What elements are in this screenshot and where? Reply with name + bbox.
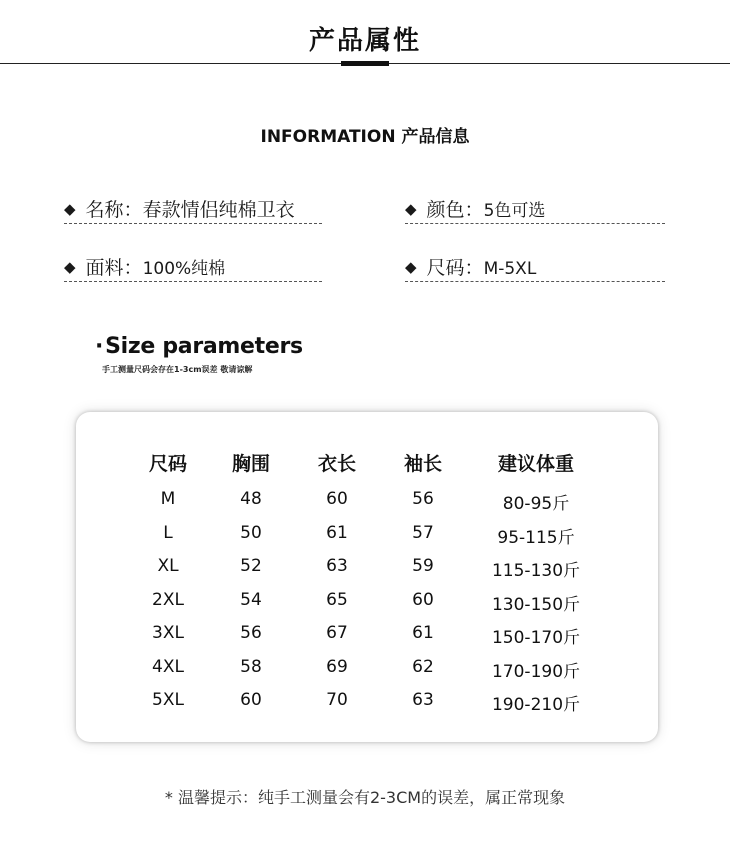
cell-weight: 150-170斤 [491, 628, 581, 648]
diamond-bullet-icon: ◆ [64, 258, 76, 276]
footnote: * 温馨提示：纯手工测量会有2-3CM的误差，属正常现象 [164, 788, 566, 807]
cell-chest: 60 [240, 690, 262, 710]
cell-length: 61 [326, 523, 348, 543]
cell-weight: 190-210斤 [491, 695, 581, 715]
attr-color-value: 5色可选 [483, 201, 546, 221]
cell-sleeve: 61 [412, 623, 434, 643]
col-header-length: 衣长 [317, 453, 356, 475]
cell-chest: 50 [240, 523, 262, 543]
col-header-sleeve: 袖长 [403, 453, 442, 475]
cell-chest: 52 [240, 556, 262, 576]
cell-length: 60 [326, 489, 348, 509]
cell-sleeve: 63 [412, 690, 434, 710]
attr-color [405, 195, 665, 224]
size-parameters-title [95, 334, 303, 359]
cell-weight: 115-130斤 [491, 561, 581, 581]
info-subtitle: INFORMATION 产品信息 [260, 127, 470, 147]
cell-size: M [160, 489, 176, 509]
col-header-chest: 胸围 [231, 453, 270, 475]
title-accent-bar [341, 61, 389, 66]
cell-size: 4XL [152, 657, 184, 677]
attr-fabric-value: 100%纯棉 [142, 259, 226, 279]
diamond-bullet-icon: ◆ [405, 258, 417, 276]
diamond-bullet-icon: ◆ [405, 200, 417, 218]
attr-name-value: 春款情侣纯棉卫衣 [142, 199, 295, 221]
cell-weight: 170-190斤 [491, 662, 581, 682]
cell-chest: 56 [240, 623, 262, 643]
cell-sleeve: 56 [412, 489, 434, 509]
cell-chest: 58 [240, 657, 262, 677]
cell-sleeve: 57 [412, 523, 434, 543]
attr-fabric [64, 253, 322, 282]
attr-size [405, 253, 665, 282]
cell-length: 65 [326, 590, 348, 610]
cell-length: 70 [326, 690, 348, 710]
cell-size: 3XL [152, 623, 184, 643]
cell-sleeve: 60 [412, 590, 434, 610]
cell-length: 67 [326, 623, 348, 643]
cell-length: 63 [326, 556, 348, 576]
cell-length: 69 [326, 657, 348, 677]
size-measure-note: 手工测量尺码会存在1-3cm误差 敬请谅解 [102, 365, 253, 374]
attr-size-value: M-5XL [483, 259, 537, 279]
attr-color-label: 颜色： [426, 199, 484, 221]
cell-size: XL [157, 556, 179, 576]
page-title: 产品属性 [308, 26, 421, 56]
cell-weight: 80-95斤 [502, 494, 570, 514]
bullet-dot-icon: · [95, 334, 104, 359]
diamond-bullet-icon: ◆ [64, 200, 76, 218]
cell-sleeve: 59 [412, 556, 434, 576]
cell-size: L [163, 523, 173, 543]
cell-weight: 95-115斤 [497, 528, 575, 548]
cell-size: 2XL [152, 590, 184, 610]
cell-weight: 130-150斤 [491, 595, 581, 615]
cell-sleeve: 62 [412, 657, 434, 677]
cell-size: 5XL [152, 690, 184, 710]
cell-chest: 48 [240, 489, 262, 509]
attr-name-label: 名称： [85, 199, 143, 221]
attr-name [64, 195, 322, 224]
attr-size-label: 尺码： [426, 257, 484, 279]
attr-fabric-label: 面料： [85, 257, 143, 279]
col-header-weight: 建议体重 [497, 453, 574, 475]
col-header-size: 尺码 [148, 453, 187, 475]
size-parameters-title-text: Size parameters [105, 334, 303, 359]
cell-chest: 54 [240, 590, 262, 610]
